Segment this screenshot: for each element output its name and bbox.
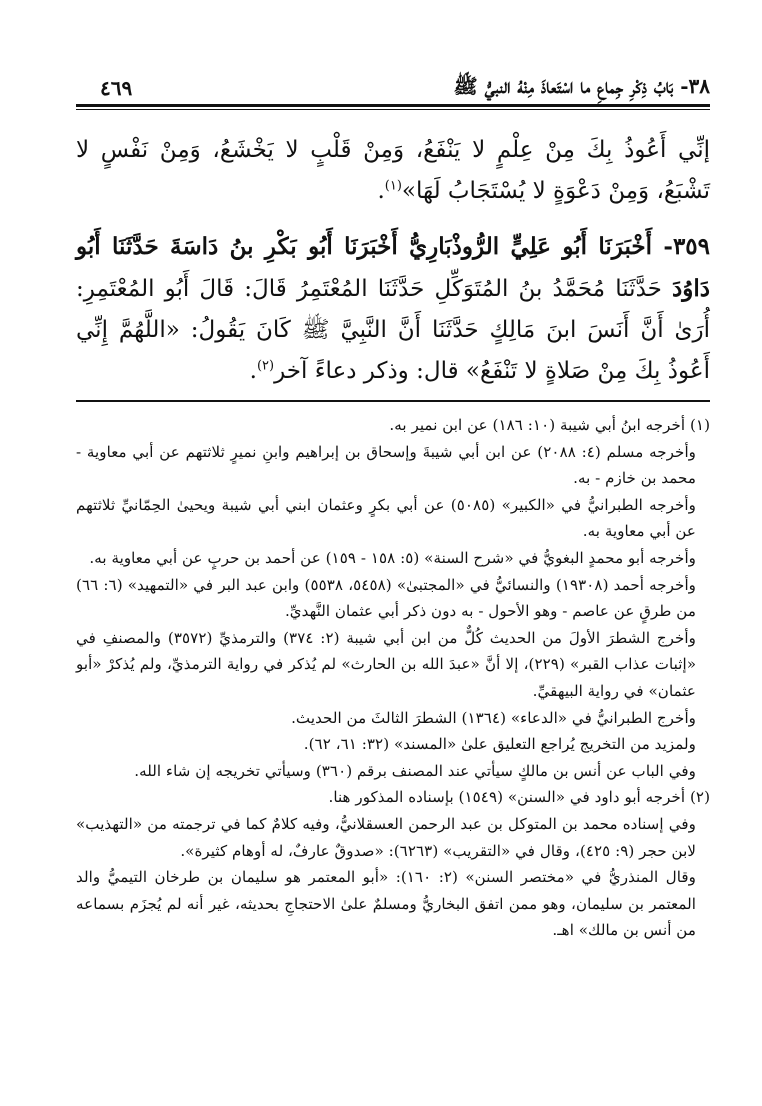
footnote-paragraph: وفي إسناده محمد بن المتوكل بن عبد الرحمن العسقلانيُّ، وفيه كلامٌ كما في ترجمته من «التهذيب» لابن حجر (٩: ٤٢٥)، وقال في «التقريب» (٦٢٦٣): «صدوقٌ عارفٌ، له أوهام كثيرة». xyxy=(76,814,696,860)
footnotes xyxy=(76,412,710,944)
footnote-paragraph: (١) أخرجه ابنُ أبي شيبة (١٠: ١٨٦) عن ابن نمير به. xyxy=(389,416,710,434)
chapter-title: ٣٨- بَابُ ذِكْرِ جِماعِ ما اسْتَعاذَ مِنْهُ النبيُّ ﷺ xyxy=(453,74,710,98)
footnote-paragraph: وفي الباب عن أنس بن مالكٍ سيأتي عند المصنف برقم (٣٦٠) وسيأتي تخريجه إن شاء الله. xyxy=(134,761,696,780)
book-page xyxy=(76,74,710,1078)
footnote-paragraph: وأخرجه مسلم (٤: ٢٠٨٨) عن ابن أبي شيبةَ وإسحاق بن إبراهيم وابنِ نميرٍ ثلاثتهم عن أبي معاوية - محمد بن خازم - به. xyxy=(76,442,696,488)
running-header xyxy=(76,74,710,100)
footnote-paragraph: وأخرجه أحمد (١٩٣٠٨) والنسائيُّ في «المجتبىٰ» (٥٤٥٨، ٥٥٣٨) وابن عبد البر في «التمهيد» (٦: ٦٦) من طرقٍ عن عاصم - وهو الأحول - به دون ذكر أبي عثمان النَّهديِّ. xyxy=(76,575,696,621)
footnote-paragraph: وقال المنذريُّ في «مختصر السنن» (٢: ١٦٠): «أبو المعتمر هو سليمان بن طرخان التيميُّ والد المعتمر بن سليمان، وهو ممن اتفق البخاريُّ ومسلمٌ علىٰ الاحتجاجِ بحديثه، غير أنه لم يُجزَم بسماعه من أنس بن مالك» اهـ. xyxy=(76,868,696,940)
hadith-continuation-text: إنِّي أَعُوذُ بِكَ مِنْ عِلْمٍ لا يَنْفَعُ، وَمِنْ قَلْبٍ لا يَخْشَعُ، وَمِنْ نَفْسٍ لا تَشْبَعُ، وَمِنْ دَعْوَةٍ لا يُسْتَجَابُ لَهَا» xyxy=(76,137,710,204)
hadith-continuation: إنِّي أَعُوذُ بِكَ مِنْ عِلْمٍ لا يَنْفَعُ، وَمِنْ قَلْبٍ لا يَخْشَعُ، وَمِنْ نَفْسٍ لا تَشْبَعُ، وَمِنْ دَعْوَةٍ لا يُسْتَجَابُ لَهَا»$^{(١)}$. xyxy=(76,137,710,204)
hadith-359: ٣٥٩- أَخْبَرَنَا أَبُو عَلِيٍّ الرُّوذْبَارِيُّ أَخْبَرَنَا أَبُو بَكْرِ بنُ دَاسَةَ حَدَّثَنَا أَبُو دَاوُدَ حَدَّثَنَا مُحَمَّدُ بنُ المُتَوَكِّلِ حَدَّثَنَا المُعْتَمِرُ قَالَ: قَالَ أَبُو المُعْتَمِرِ: أُرَىٰ أَنَّ أَنَسَ ابنَ مَالِكٍ حَدَّثَنَا أَنَّ النَّبِيَّ ﷺ كَانَ يَقُولُ: «اللَّهُمَّ إِنِّي أَعُوذُ بِكَ مِنْ صَلاةٍ لا تَنْفَعُ» قال: وذكر دعاءً آخر$^{(٢)}$. xyxy=(76,233,710,384)
footnote-paragraph: وأخرج الشطرَ الأولَ من الحديث كُلٌّ من ابن أبي شيبة (٢: ٣٧٤) والترمذيِّ (٣٥٧٢) والمصنفِ في «إثبات عذاب القبر» (٢٢٩)، إلا أنَّ «عبدَ الله بن الحارث» لم يُذكر في رواية الترمذيِّ، ولم يُذكرْ «أبو عثمان» في رواية البيهقيِّ. xyxy=(76,628,696,700)
header-rule-thick xyxy=(76,104,710,107)
footnote-separator xyxy=(76,400,710,402)
header-rule-thin xyxy=(76,109,710,110)
main-text xyxy=(76,130,710,392)
footnote-paragraph: وأخرجه أبو محمدٍ البغويُّ في «شرح السنة» (٥: ١٥٨ - ١٥٩) عن أحمد بن حربٍ عن أبي معاوية به. xyxy=(89,548,696,567)
footnote-paragraph: (٢) أخرجه أبو داود في «السنن» (١٥٤٩) بإسناده المذكور هنا. xyxy=(328,788,710,807)
page-number: ٤٦٩ xyxy=(100,76,133,100)
footnote-ref-2: (٢) xyxy=(256,358,275,374)
footnote-paragraph: وأخرجه الطبرانيُّ في «الكبير» (٥٠٨٥) عن أبي بكرٍ وعثمان ابني أبي شيبة ويحيىٰ الحِمّانيِّ ثلاثتهم عن أبي معاوية به. xyxy=(76,495,696,541)
footnote-ref-1: (١) xyxy=(384,178,402,194)
hadith-isnad-heading: ٣٥٩- أَخْبَرَنَا أَبُو عَلِيٍّ الرُّوذْبَارِيُّ أَخْبَرَنَا أَبُو بَكْرِ بنُ دَاسَةَ حَدَّثَنَا أَبُو دَاوُدَ xyxy=(76,233,710,302)
hadith-text: حَدَّثَنَا مُحَمَّدُ بنُ المُتَوَكِّلِ حَدَّثَنَا المُعْتَمِرُ قَالَ: قَالَ أَبُو المُعْتَمِرِ: أُرَىٰ أَنَّ أَنَسَ ابنَ مَالِكٍ حَدَّثَنَا أَنَّ النَّبِيَّ ﷺ كَانَ يَقُولُ: «اللَّهُمَّ إِنِّي أَعُوذُ بِكَ مِنْ صَلاةٍ لا تَنْفَعُ» قال: وذكر دعاءً آخر xyxy=(76,276,710,384)
footnote-paragraph: ولمزيد من التخريج يُراجع التعليق علىٰ «المسند» (٣٢: ٦١، ٦٢). xyxy=(303,735,696,754)
footnote-paragraph: وأخرج الطبرانيُّ في «الدعاء» (١٣٦٤) الشطرَ الثالثَ من الحديث. xyxy=(291,708,696,727)
